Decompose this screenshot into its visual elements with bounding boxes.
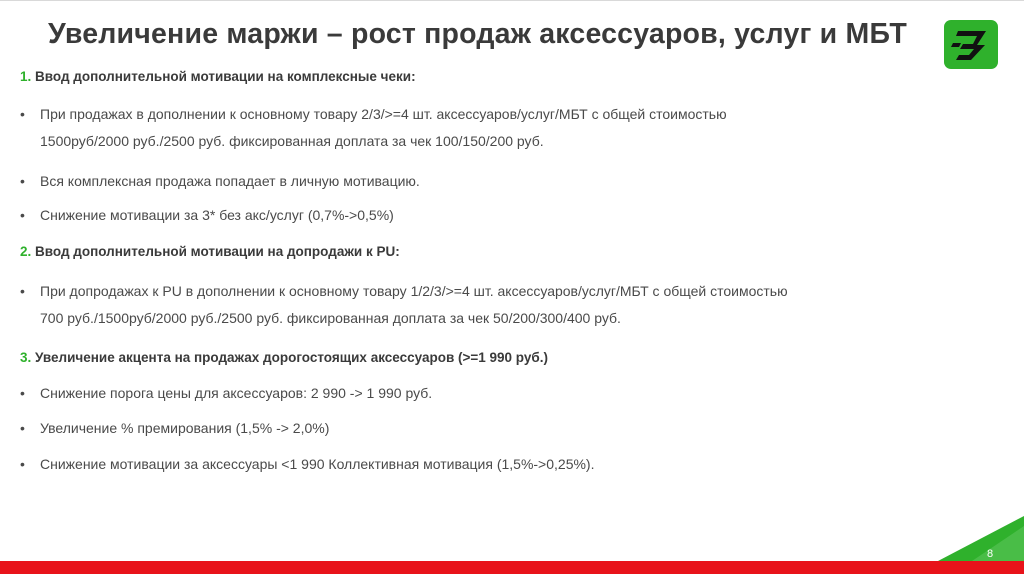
list-item-text: Снижение мотивации за 3* без акс/услуг (0,7%->0,5%): [40, 207, 394, 223]
section-2-heading: [20, 244, 400, 259]
bullet-marker: •: [20, 283, 25, 299]
section-3-title: Увеличение акцента на продажах дорогостоящих аксессуаров (>=1 990 руб.): [35, 350, 548, 365]
slide-title: Увеличение маржи – рост продаж аксессуаров, услуг и МБТ: [48, 18, 908, 50]
list-item-text-continued: 1500руб/2000 руб./2500 руб. фиксированная доплата за чек 100/150/200 руб.: [40, 133, 544, 149]
list-item-text: Вся комплексная продажа попадает в личную мотивацию.: [40, 173, 420, 189]
bullet-marker: •: [20, 456, 25, 472]
list-item-text: При допродажах к PU в дополнении к основному товару 1/2/3/>=4 шт. аксессуаров/услуг/МБТ с общей стоимостью: [40, 283, 788, 299]
bullet-marker: •: [20, 385, 25, 401]
list-item-text: Снижение порога цены для аксессуаров: 2 990 -> 1 990 руб.: [40, 385, 433, 401]
section-2-number: 2.: [20, 244, 32, 259]
top-divider: [0, 0, 1024, 1]
section-3-number: 3.: [20, 350, 32, 365]
bottom-bar: [0, 561, 1024, 574]
bullet-marker: •: [20, 173, 25, 189]
section-1-number: 1.: [20, 69, 32, 84]
bullet-marker: •: [20, 106, 25, 122]
section-3-heading: [20, 350, 548, 365]
section-1-title: Ввод дополнительной мотивации на комплексные чеки:: [35, 69, 416, 84]
section-2-title: Ввод дополнительной мотивации на допродажи к PU:: [35, 244, 400, 259]
section-1-heading: [20, 69, 416, 84]
list-item-text-continued: 700 руб./1500руб/2000 руб./2500 руб. фиксированная доплата за чек 50/200/300/400 руб.: [40, 310, 621, 326]
list-item-text: Снижение мотивации за аксессуары <1 990 Коллективная мотивация (1,5%->0,25%).: [40, 456, 595, 472]
bullet-marker: •: [20, 207, 25, 223]
bullet-marker: •: [20, 420, 25, 436]
list-item-text: Увеличение % премирования (1,5% -> 2,0%): [40, 420, 330, 436]
list-item-text: При продажах в дополнении к основному товару 2/3/>=4 шт. аксессуаров/услуг/МБТ с общей стоимостью: [40, 106, 727, 122]
page-number: 8: [987, 548, 994, 560]
brand-logo-icon: [944, 20, 998, 69]
